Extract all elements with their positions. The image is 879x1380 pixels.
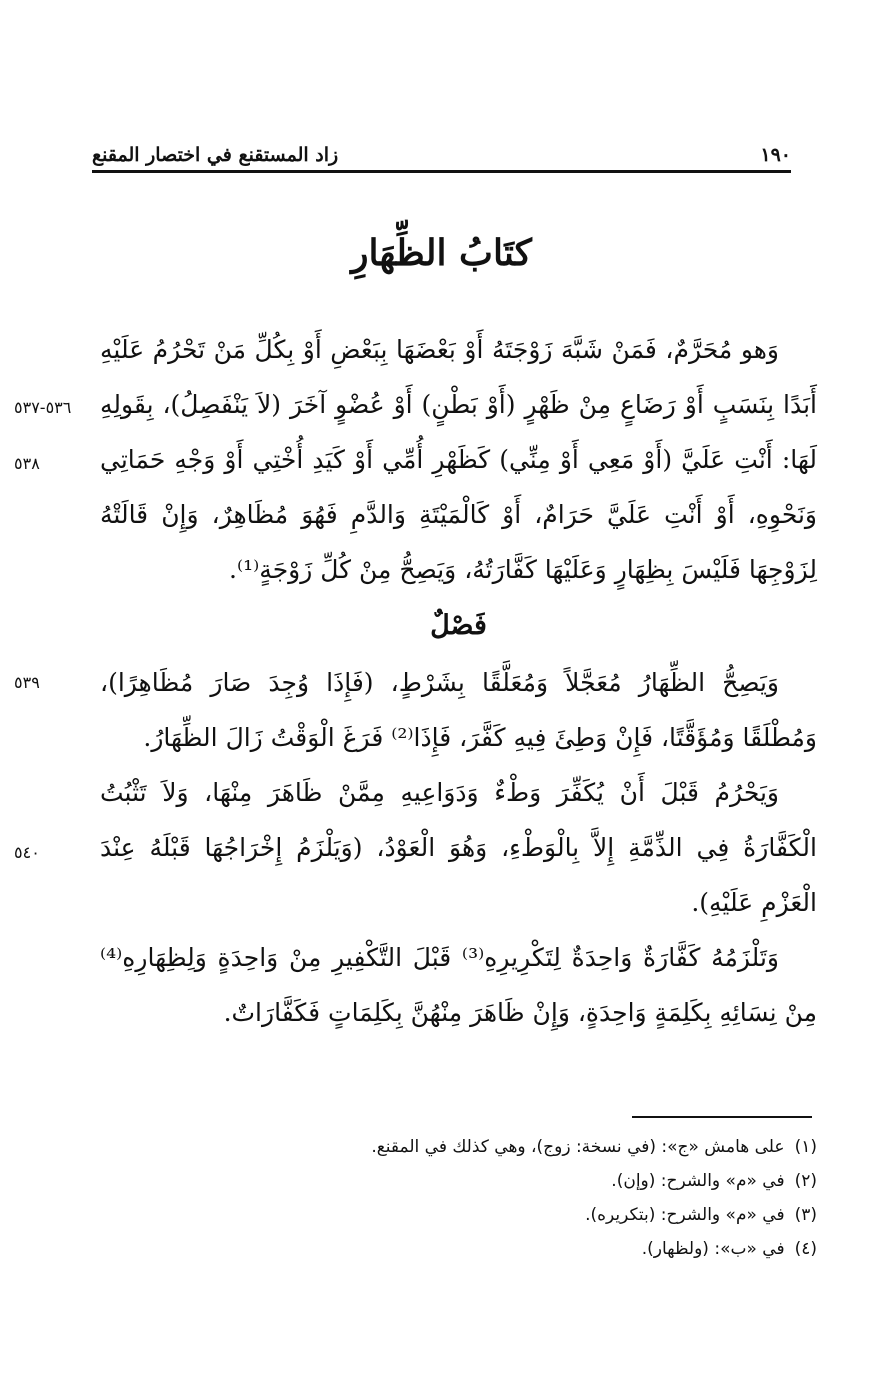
margin-ref: ٥٣٦-٥٣٧ bbox=[14, 398, 72, 417]
running-header bbox=[92, 126, 791, 166]
footnotes bbox=[92, 1130, 817, 1266]
paragraph: وَهو مُحَرَّمٌ، فَمَنْ شَبَّهَ زَوْجَتَهُ أَوْ بَعْضَهَا بِبَعْضِ أَوْ بِكُلِّ مَنْ تَحْرُمُ عَلَيْهِ أَبَدًا بِنَسَبٍ أَوْ رَضَاعٍ مِنْ ظَهْرٍ (أَوْ بَطْنٍ) أَوْ عُضْوٍ آخَرَ (لاَ يَنْفَصِلُ)، بِقَولِهِ لَهَا: أَنْتِ عَلَيَّ (أَوْ مَعِي أَوْ مِنِّي) كَظَهْرِ أُمِّي أَوْ كَيَدِ أُخْتِي أَوْ وَجْهِ حَمَاتِي وَنَحْوِهِ، أَوْ أَنْتِ عَلَيَّ حَرَامٌ، أَوْ كَالْمَيْتَةِ وَالدَّمِ فَهُوَ مُظَاهِرٌ، وَإِنْ قَالَتْهُ لِزَوْجِهَا فَلَيْسَ بِظِهَارٍ وَعَلَيْهَا كَفَّارَتُهُ، وَيَصِحُّ مِنْ كُلِّ زَوْجَةٍ⁽¹⁾. bbox=[100, 335, 817, 584]
footnote-text: في «م» والشرح: (بتكريره). bbox=[585, 1205, 785, 1225]
header-rule bbox=[92, 170, 791, 173]
footnote bbox=[92, 1130, 817, 1164]
paragraph: وَيَصِحُّ الظِّهَارُ مُعَجَّلاً وَمُعَلَّقًا بِشَرْطٍ، (فَإِذَا وُجِدَ صَارَ مُظَاهِرًا)، وَمُطْلَقًا وَمُؤَقَّتًا، فَإِنْ وَطِئَ فِيهِ كَفَّرَ، فَإِذَا⁽²⁾ فَرَغَ الْوَقْتُ زَالَ الظِّهَارُ. bbox=[100, 668, 817, 752]
chapter-title: كتَابُ الظِّهَارِ bbox=[351, 232, 532, 274]
section-heading: فَصْلٌ bbox=[430, 610, 487, 641]
footnote-text: على هامش «ج»: (في نسخة: زوج)، وهي كذلك في المقنع. bbox=[371, 1137, 785, 1157]
paragraph: وَيَحْرُمُ قَبْلَ أَنْ يُكَفِّرَ وَطْءٌ وَدَوَاعِيهِ مِمَّنْ ظَاهَرَ مِنْهَا، وَلاَ تَثْبُتُ الْكَفَّارَةُ فِي الذِّمَّةِ إِلاَّ بِالْوَطْءِ، وَهُوَ الْعَوْدُ، (وَيَلْزَمُ إِخْرَاجُهَا قَبْلَهُ عِنْدَ الْعَزْمِ عَلَيْهِ). bbox=[100, 778, 817, 917]
footnote-number: (١) bbox=[794, 1137, 817, 1157]
page-number: ١٩٠ bbox=[760, 144, 791, 166]
footnote bbox=[92, 1232, 817, 1266]
paragraph: وَتَلْزَمُهُ كَفَّارَةٌ وَاحِدَةٌ لِتَكْرِيرِهِ⁽³⁾ قَبْلَ التَّكْفِيرِ مِنْ وَاحِدَةٍ وَلِظِهَارِهِ⁽⁴⁾ مِنْ نِسَائِهِ بِكَلِمَةٍ وَاحِدَةٍ، وَإِنْ ظَاهَرَ مِنْهُنَّ بِكَلِمَاتٍ فَكَفَّارَاتٌ. bbox=[100, 943, 817, 1027]
book-title: زاد المستقنع في اختصار المقنع bbox=[92, 144, 339, 166]
footnote-text: في «ب»: (ولظهار). bbox=[641, 1239, 785, 1259]
footnote bbox=[92, 1198, 817, 1232]
margin-ref: ٥٣٨ bbox=[14, 454, 40, 473]
footnote-rule bbox=[632, 1116, 812, 1118]
footnote bbox=[92, 1164, 817, 1198]
main-text bbox=[100, 322, 817, 1040]
margin-ref: ٥٤٠ bbox=[14, 843, 40, 862]
footnote-number: (٢) bbox=[794, 1171, 817, 1191]
margin-ref: ٥٣٩ bbox=[14, 673, 40, 692]
footnote-text: في «م» والشرح: (وإن). bbox=[611, 1171, 785, 1191]
footnote-number: (٤) bbox=[794, 1239, 817, 1259]
footnote-number: (٣) bbox=[794, 1205, 817, 1225]
